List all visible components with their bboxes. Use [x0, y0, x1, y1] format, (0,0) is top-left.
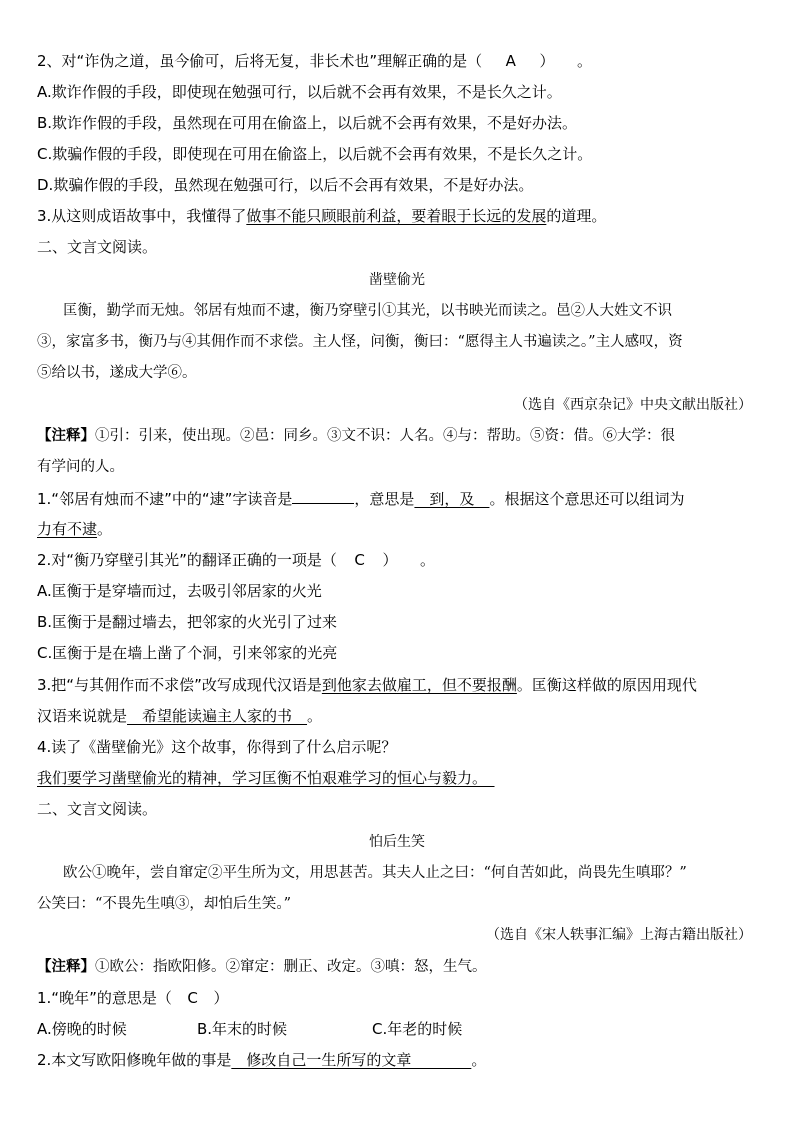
- annotation-continued: 有学问的人。: [37, 459, 124, 475]
- option-a: A.匡衡于是穿墙而过，去吸引邻居家的火光: [37, 582, 322, 600]
- answer-text: 到，及: [414, 490, 490, 508]
- answer-text: 到他家去做雇工，但不要报酬: [321, 676, 517, 694]
- passage-line: 欧公①晚年，尝自窜定②平生所为文，用思甚苦。其夫人止之曰：“何自苦如此，尚畏先生嗔耶？”: [63, 865, 687, 881]
- answer-text: 我们要学习凿壁偷光的精神，学习匡衡不怕艰难学习的恒心与毅力。: [37, 769, 495, 787]
- option-a: A.欺诈作假的手段，即使现在勉强可行，以后就不会再有效果，不是长久之计。: [37, 83, 562, 101]
- passage-line: ③，家富多书，衡乃与④其佣作而不求偿。主人怪，问衡，衡曰：“愿得主人书遍读之。”主人感叹，资: [37, 334, 683, 350]
- question-3-stem: 3.把“与其佣作而不求偿”改写成现代汉语是到他家去做雇工，但不要报酬。匡衡这样做的原因用现代: [37, 676, 697, 694]
- question-1-stem: 1.“晚年”的意思是（ C ）: [37, 989, 229, 1007]
- passage-source: （选自《宋人轶事汇编》上海古籍出版社）: [486, 927, 752, 943]
- option-c: C.匡衡于是在墙上凿了个洞，引来邻家的光亮: [37, 644, 338, 662]
- passage-title: 怕后生笑: [369, 834, 425, 850]
- passage-line: 匡衡，勤学而无烛。邻居有烛而不逮，衡乃穿壁引①其光，以书映光而读之。邑②人大姓文不识: [63, 303, 672, 319]
- option-d: D.欺骗作假的手段，虽然现在勉强可行，以后不会再有效果，不是好办法。: [37, 176, 534, 194]
- question-3-continued: 汉语来说就是 希望能读遍主人家的书 。: [37, 707, 323, 725]
- annotation: 【注释】①引：引来，使出现。②邑：同乡。③文不识：人名。④与：帮助。⑤资：借。⑥大学：很: [37, 427, 675, 444]
- answer-blank: [292, 486, 354, 504]
- passage-title: 凿壁偷光: [369, 272, 425, 288]
- option-c: C.欺骗作假的手段，即使现在可用在偷盗上，以后就不会再有效果，不是长久之计。: [37, 145, 593, 163]
- question-2-stem: 2.本文写欧阳修晚年做的事是 修改自己一生所写的文章 。: [37, 1051, 487, 1069]
- question-4-answer: [37, 766, 774, 790]
- answer-choice: C: [354, 551, 365, 569]
- options-row: [37, 1017, 774, 1041]
- question-1-continued: 力有不逮。: [37, 520, 113, 538]
- annotation: 【注释】①欧公：指欧阳修。②窜定：删正、改定。③嗔：怒，生气。: [37, 958, 487, 975]
- option-a: A.傍晚的时候: [37, 1020, 127, 1038]
- section-heading: 二、文言文阅读。: [37, 800, 158, 818]
- question-1-stem: 1.“邻居有烛而不逮”中的“逮”字读音是 ，意思是 到，及 。根据这个意思还可以组词为: [37, 486, 774, 511]
- answer-choice: C: [187, 989, 198, 1007]
- question-4-stem: 4.读了《凿壁偷光》这个故事，你得到了什么启示呢？: [37, 738, 397, 756]
- answer-text: 做事不能只顾眼前利益，要着眼于长远的发展: [246, 207, 547, 225]
- answer-text: 力有不逮: [37, 520, 98, 538]
- option-b: B.匡衡于是翻过墙去，把邻家的火光引了过来: [37, 613, 338, 631]
- answer-text: 修改自己一生所写的文章: [231, 1051, 472, 1069]
- passage-line: ⑤给以书，遂成大学⑥。: [37, 365, 197, 381]
- answer-choice: A: [505, 52, 516, 70]
- option-b: B.年末的时候: [197, 1020, 288, 1038]
- question-2-stem: 2、对“诈伪之道，虽今偷可，后将无复，非长术也”理解正确的是（ A ） 。: [37, 52, 592, 70]
- section-heading: 二、文言文阅读。: [37, 238, 158, 256]
- question-2-stem: 2.对“衡乃穿壁引其光”的翻译正确的一项是（ C ） 。: [37, 551, 435, 569]
- option-b: B.欺诈作假的手段，虽然现在可用在偷盗上，以后就不会再有效果，不是好办法。: [37, 114, 578, 132]
- annotation-label: 【注释】: [37, 427, 95, 444]
- passage-source: （选自《西京杂记》中央文献出版社）: [514, 397, 752, 413]
- annotation-label: 【注释】: [37, 958, 95, 975]
- passage-line: 公笑曰：“不畏先生嗔③，却怕后生笑。”: [37, 896, 292, 912]
- answer-text: 希望能读遍主人家的书: [127, 707, 308, 725]
- question-3-stem: 3.从这则成语故事中，我懂得了做事不能只顾眼前利益，要着眼于长远的发展的道理。: [37, 207, 607, 225]
- option-c: C.年老的时候: [372, 1020, 463, 1038]
